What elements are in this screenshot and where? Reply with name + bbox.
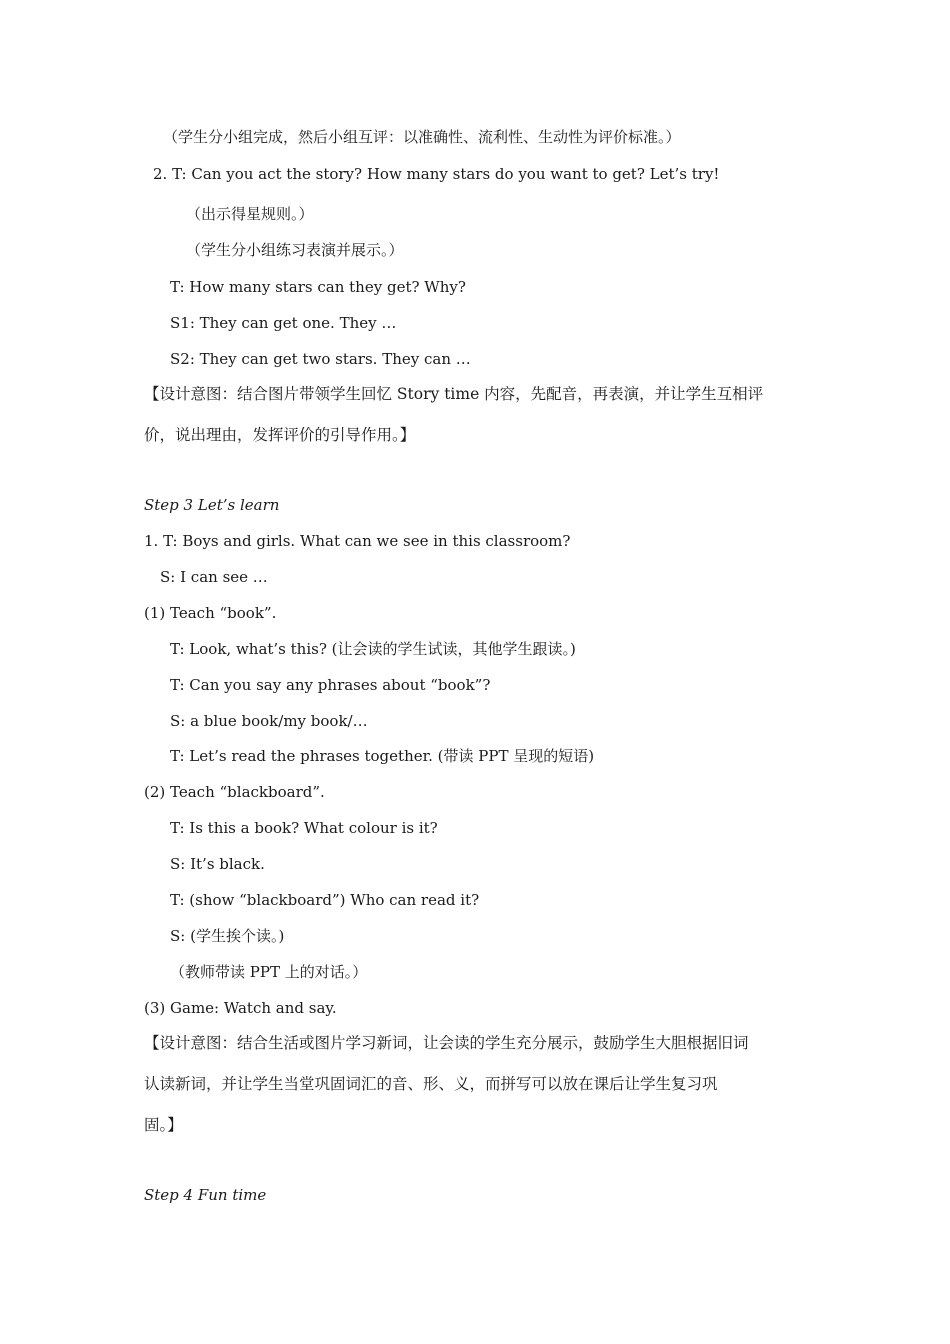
text-line: （学生分小组完成，然后小组互评：以准确性、流利性、生动性为评价标准。） [163, 128, 681, 146]
text-line: 2. T: Can you act the story? How many stars do you want to get? Let’s try! [153, 165, 720, 183]
text-line: S: I can see … [160, 568, 268, 586]
text-line: T: Look, what’s this? (让会读的学生试读，其他学生跟读。) [170, 640, 576, 658]
text-line: S: (学生挨个读。) [170, 927, 285, 945]
text-line: S: a blue book/my book/… [170, 712, 368, 730]
text-line: T: How many stars can they get? Why? [170, 278, 466, 296]
text-line: S1: They can get one. They … [170, 314, 397, 332]
text-line: T: Let’s read the phrases together. (带读 PPT 呈现的短语) [170, 747, 595, 765]
text-line: S: It’s black. [170, 855, 265, 873]
step-heading: Step 3 Let’s learn [144, 496, 280, 514]
text-line: S2: They can get two stars. They can … [170, 350, 471, 368]
text-line: T: Is this a book? What colour is it? [170, 819, 438, 837]
text-line: （出示得星规则。） [186, 205, 314, 223]
text-line: （学生分小组练习表演并展示。） [186, 241, 404, 259]
text-line: T: Can you say any phrases about “book”? [170, 676, 491, 694]
design-intent-line: 【设计意图：结合生活或图片学习新词，让会读的学生充分展示，鼓励学生大胆根据旧词 [144, 1034, 749, 1052]
design-intent-line: 【设计意图：结合图片带领学生回忆 Story time 内容，先配音，再表演，并让学生互相评 [144, 385, 764, 403]
text-line: (1) Teach “book”. [144, 604, 277, 622]
text-line: T: (show “blackboard”) Who can read it? [170, 891, 480, 909]
design-intent-line: 认读新词，并让学生当堂巩固词汇的音、形、义，而拼写可以放在课后让学生复习巩 [144, 1075, 718, 1093]
text-line: 1. T: Boys and girls. What can we see in this classroom? [144, 532, 571, 550]
text-line: （教师带读 PPT 上的对话。） [170, 963, 368, 981]
text-line: (2) Teach “blackboard”. [144, 783, 325, 801]
step-heading: Step 4 Fun time [144, 1186, 267, 1204]
design-intent-line: 价，说出理由，发挥评价的引导作用。】 [144, 426, 416, 444]
text-line: (3) Game: Watch and say. [144, 999, 337, 1017]
design-intent-line: 固。】 [144, 1116, 183, 1134]
